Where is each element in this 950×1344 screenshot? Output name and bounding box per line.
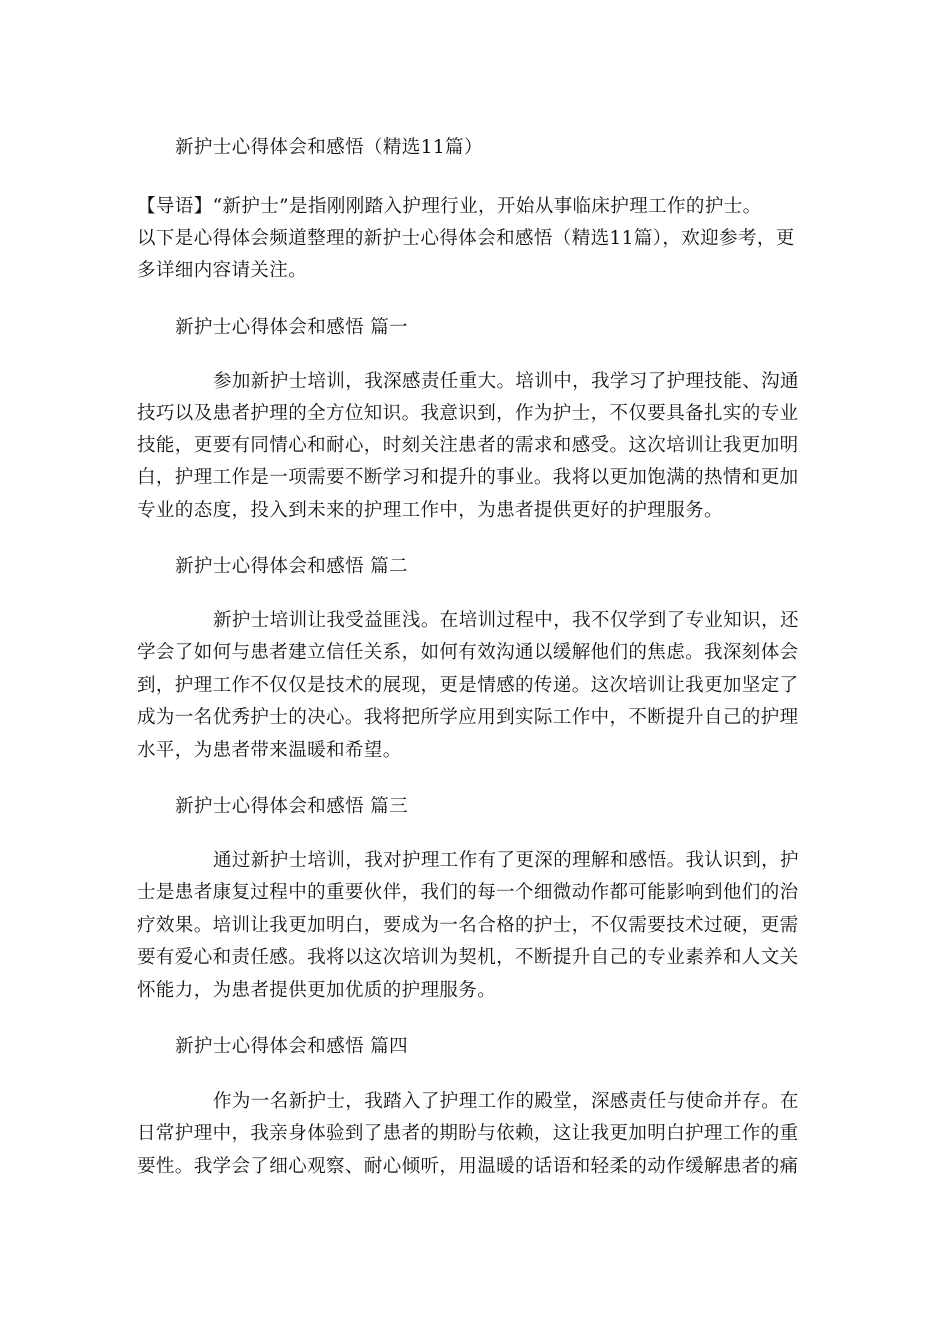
- paragraph-line: 要有爱心和责任感。我将以这次培训为契机，不断提升自己的专业素养和人文关: [137, 947, 799, 968]
- paragraph-line: 要性。我学会了细心观察、耐心倾听，用温暖的话语和轻柔的动作缓解患者的痛: [137, 1156, 799, 1177]
- paragraph-line: 士是患者康复过程中的重要伙伴，我们的每一个细微动作都可能影响到他们的治: [137, 882, 799, 903]
- paragraph-line: 日常护理中，我亲身体验到了患者的期盼与依赖，这让我更加明白护理工作的重: [137, 1123, 799, 1144]
- paragraph-line: 水平，为患者带来温暖和希望。: [137, 740, 402, 761]
- paragraph-line: 技能，更要有同情心和耐心，时刻关注患者的需求和感受。这次培训让我更加明: [137, 435, 799, 456]
- paragraph-line: 参加新护士培训，我深感责任重大。培训中，我学习了护理技能、沟通: [213, 371, 799, 392]
- section-heading: 新护士心得体会和感悟 篇二: [175, 556, 409, 577]
- paragraph-line: 白，护理工作是一项需要不断学习和提升的事业。我将以更加饱满的热情和更加: [137, 467, 799, 488]
- paragraph-line: 疗效果。培训让我更加明白，要成为一名合格的护士，不仅需要技术过硬，更需: [137, 915, 799, 936]
- paragraph-line: 怀能力，为患者提供更加优质的护理服务。: [137, 980, 497, 1001]
- paragraph-line: 专业的态度，投入到未来的护理工作中，为患者提供更好的护理服务。: [137, 500, 723, 521]
- paragraph-line: 作为一名新护士，我踏入了护理工作的殿堂，深感责任与使命并存。在: [213, 1091, 799, 1112]
- paragraph-line: 到，护理工作不仅仅是技术的展现，更是情感的传递。这次培训让我更加坚定了: [137, 675, 799, 696]
- intro-line: 以下是心得体会频道整理的新护士心得体会和感悟（精选11篇），欢迎参考，更: [137, 228, 795, 249]
- paragraph-line: 新护士培训让我受益匪浅。在培训过程中，我不仅学到了专业知识，还: [213, 610, 799, 631]
- paragraph-line: 通过新护士培训，我对护理工作有了更深的理解和感悟。我认识到，护: [213, 850, 799, 871]
- section-heading: 新护士心得体会和感悟 篇三: [175, 796, 409, 817]
- document-title: 新护士心得体会和感悟（精选11篇）: [175, 137, 483, 158]
- paragraph-line: 技巧以及患者护理的全方位知识。我意识到，作为护士，不仅要具备扎实的专业: [137, 403, 799, 424]
- section-heading: 新护士心得体会和感悟 篇一: [175, 317, 409, 338]
- paragraph-line: 学会了如何与患者建立信任关系，如何有效沟通以缓解他们的焦虑。我深刻体会: [137, 642, 799, 663]
- paragraph-line: 成为一名优秀护士的决心。我将把所学应用到实际工作中，不断提升自己的护理: [137, 707, 799, 728]
- section-heading: 新护士心得体会和感悟 篇四: [175, 1036, 409, 1057]
- intro-line: 【导语】“新护士”是指刚刚踏入护理行业，开始从事临床护理工作的护士。: [137, 196, 762, 217]
- intro-line: 多详细内容请关注。: [137, 260, 308, 281]
